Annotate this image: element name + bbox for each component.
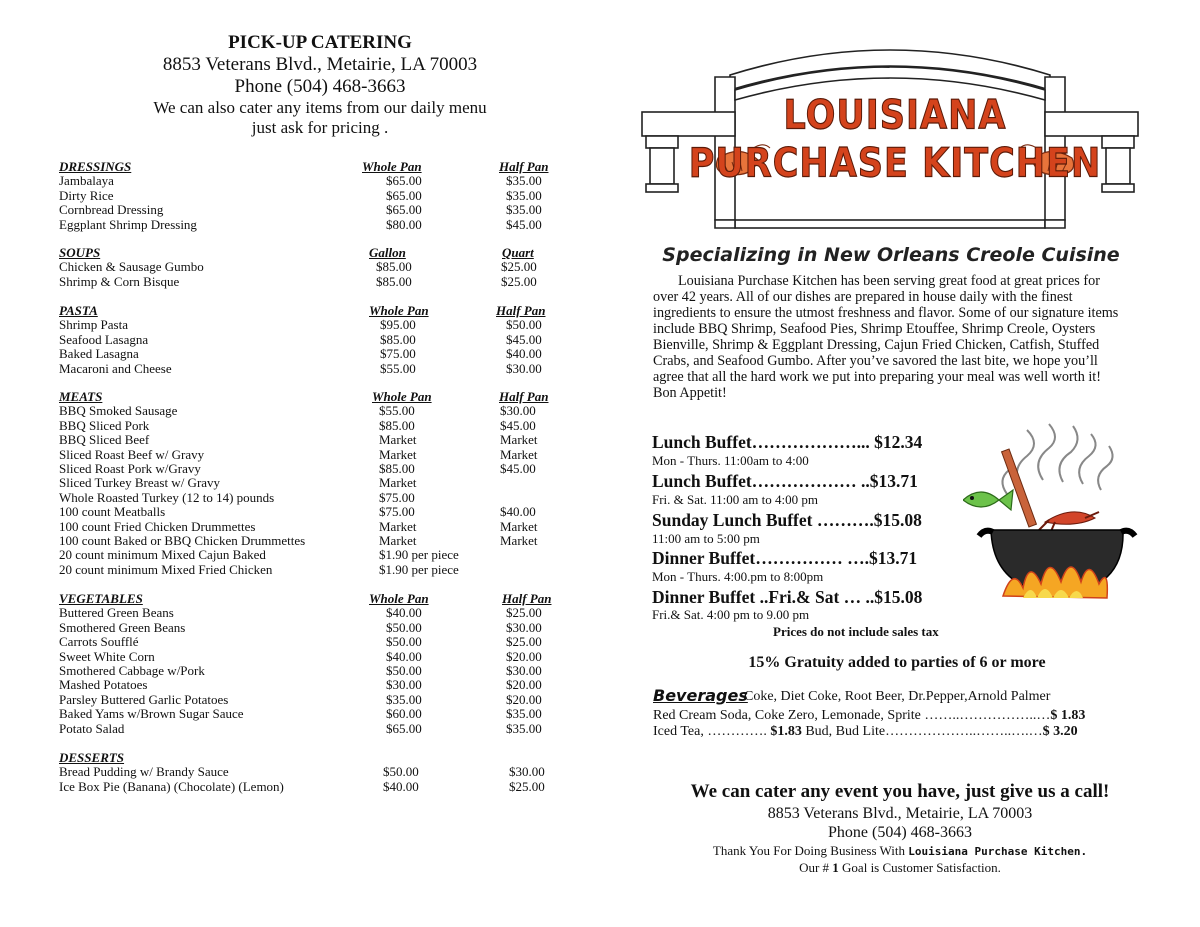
menu-item-price-1: $60.00	[386, 706, 422, 722]
menu-section-desserts	[59, 751, 579, 794]
menu-item-name: BBQ Sliced Pork	[59, 417, 150, 433]
menu-item-row	[59, 275, 579, 289]
menu-item-row	[59, 678, 579, 692]
beverage-items: Iced Tea, ………….	[653, 724, 771, 739]
menu-item-row	[59, 203, 579, 217]
menu-item-price-1: $35.00	[386, 691, 422, 707]
section-title: SOUPS	[59, 245, 101, 260]
menu-item-price-2: $35.00	[506, 202, 542, 218]
menu-item-price-2: Market	[500, 446, 538, 462]
menu-item-price-1: $75.00	[379, 489, 415, 505]
menu-item-row	[59, 621, 579, 635]
catering-note-pricing: just ask for pricing .	[251, 118, 389, 137]
buffet-hours: Fri.& Sat. 4:00 pm to 9.00 pm	[652, 607, 810, 622]
menu-item-price-2: $30.00	[506, 360, 542, 376]
menu-item-name: 20 count minimum Mixed Cajun Baked	[59, 547, 266, 563]
cater-callout: We can cater any event you have, just give us a call!	[690, 781, 1110, 802]
section-title: DRESSINGS	[59, 159, 132, 174]
menu-item-row	[59, 189, 579, 203]
menu-item-name: Shrimp & Corn Bisque	[59, 273, 180, 289]
menu-item-price-2: $35.00	[506, 706, 542, 722]
menu-item-row	[59, 780, 579, 794]
menu-item-price-1: $95.00	[380, 317, 416, 333]
restaurant-logo	[640, 30, 1150, 235]
catering-phone: Phone (504) 468-3663	[234, 76, 406, 97]
menu-item-name: Carrots Soufflé	[59, 634, 139, 650]
catering-title: PICK-UP CATERING	[228, 32, 412, 53]
footer-phone: Phone (504) 468-3663	[828, 824, 972, 841]
tagline: Specializing in New Orleans Creole Cuisine	[662, 244, 1120, 266]
menu-item-price-1: Market	[379, 446, 417, 462]
menu-item-name: BBQ Sliced Beef	[59, 432, 150, 448]
menu-item-row	[59, 448, 579, 462]
menu-item-price-1: Market	[379, 432, 417, 448]
beverage-row	[653, 724, 1078, 740]
buffet-hours: Mon - Thurs. 4:00.pm to 8:00pm	[652, 569, 824, 584]
menu-item-name: Smothered Cabbage w/Pork	[59, 662, 205, 678]
beverage-items: Red Cream Soda, Coke Zero, Lemonade, Sprite ……..……………..…	[653, 708, 1051, 723]
menu-item-name: Eggplant Shrimp Dressing	[59, 216, 197, 232]
buffet-name-price: Sunday Lunch Buffet ……….$15.08	[652, 510, 922, 530]
menu-item-price-2: $30.00	[500, 403, 536, 419]
menu-item-price-2: $45.00	[500, 460, 536, 476]
menu-item-price-2: $25.00	[509, 778, 545, 794]
menu-item-price-2: $30.00	[509, 764, 545, 780]
goal-prefix: Our #	[799, 860, 833, 875]
menu-item-row	[59, 462, 579, 476]
menu-section-meats	[59, 390, 579, 577]
column-header-1: Whole Pan	[362, 159, 422, 174]
menu-item-price-1: Market	[379, 532, 417, 548]
menu-section-soups	[59, 246, 579, 289]
menu-item-price-1: $30.00	[386, 677, 422, 693]
menu-item-row	[59, 347, 579, 361]
menu-item-price-1: $85.00	[379, 417, 415, 433]
menu-item-price-2: $50.00	[506, 317, 542, 333]
thank-you-brand: Louisiana Purchase Kitchen.	[908, 845, 1088, 858]
menu-item-price-1: Market	[379, 518, 417, 534]
crawfish-pot-icon	[963, 420, 1148, 610]
menu-section-pasta	[59, 304, 579, 376]
column-header-2: Half Pan	[499, 159, 549, 174]
menu-item-price-1: $65.00	[386, 720, 422, 736]
menu-item-price-1: $40.00	[386, 648, 422, 664]
column-header-1: Whole Pan	[369, 303, 429, 318]
menu-item-name: Baked Yams w/Brown Sugar Sauce	[59, 706, 244, 722]
menu-item-price-2: $45.00	[500, 417, 536, 433]
menu-item-price-2: $25.00	[506, 634, 542, 650]
menu-item-price-1: $85.00	[380, 331, 416, 347]
menu-item-row	[59, 722, 579, 736]
menu-item-row	[59, 505, 579, 519]
beverage-row	[653, 708, 1085, 724]
tax-note: Prices do not include sales tax	[773, 624, 939, 639]
menu-item-name: Dirty Rice	[59, 187, 114, 203]
menu-item-name: Sliced Roast Beef w/ Gravy	[59, 446, 205, 462]
menu-item-price-1: $1.90 per piece	[379, 547, 459, 563]
section-header	[59, 160, 579, 174]
menu-item-row	[59, 476, 579, 490]
menu-item-price-1: $40.00	[383, 778, 419, 794]
menu-item-price-2: $25.00	[501, 273, 537, 289]
menu-item-price-2: $25.00	[501, 259, 537, 275]
menu-item-price-2: $25.00	[506, 605, 542, 621]
menu-item-price-1: $85.00	[376, 259, 412, 275]
menu-section-vegetables	[59, 592, 579, 736]
menu-item-name: Macaroni and Cheese	[59, 360, 172, 376]
menu-item-price-2: $40.00	[506, 346, 542, 362]
menu-item-price-2: $20.00	[506, 648, 542, 664]
column-header-2: Quart	[502, 245, 534, 260]
menu-item-price-1: $75.00	[379, 504, 415, 520]
menu-item-name: Baked Lasagna	[59, 346, 139, 362]
menu-item-price-2: $35.00	[506, 173, 542, 189]
menu-item-price-2: $30.00	[506, 619, 542, 635]
menu-item-row	[59, 404, 579, 418]
menu-item-price-1: $65.00	[386, 187, 422, 203]
menu-item-name: 100 count Baked or BBQ Chicken Drummettes	[59, 532, 306, 548]
menu-item-price-1: $1.90 per piece	[379, 561, 459, 577]
buffet-hours: 11:00 am to 5:00 pm	[652, 531, 760, 546]
menu-item-price-1: $50.00	[386, 634, 422, 650]
menu-item-price-1: $55.00	[379, 403, 415, 419]
menu-item-name: Cornbread Dressing	[59, 202, 164, 218]
menu-item-row	[59, 433, 579, 447]
menu-item-name: Potato Salad	[59, 720, 125, 736]
thank-you-text: Thank You For Doing Business With	[712, 843, 909, 858]
goal-note	[640, 860, 1160, 876]
menu-item-row	[59, 650, 579, 664]
menu-item-price-2: $35.00	[506, 720, 542, 736]
beverage-items: Bud, Bud Lite………………..……..….…	[801, 724, 1043, 739]
menu-item-name: Shrimp Pasta	[59, 317, 128, 333]
menu-item-name: Whole Roasted Turkey (12 to 14) pounds	[59, 489, 275, 505]
catering-address: 8853 Veterans Blvd., Metairie, LA 70003	[162, 54, 478, 75]
menu-item-price-1: $85.00	[379, 460, 415, 476]
menu-item-row	[59, 664, 579, 678]
menu-item-price-2: Market	[500, 532, 538, 548]
menu-item-name: Chicken & Sausage Gumbo	[59, 259, 204, 275]
menu-item-row	[59, 491, 579, 505]
menu-item-row	[59, 174, 579, 188]
menu-item-row	[59, 260, 579, 274]
menu-item-row	[59, 362, 579, 376]
thank-you-note	[640, 843, 1160, 859]
menu-item-row	[59, 548, 579, 562]
catering-note: We can also cater any items from our daily menu	[153, 98, 487, 117]
column-header-2: Half Pan	[496, 303, 546, 318]
menu-item-name: Buttered Green Beans	[59, 605, 174, 621]
menu-item-price-2: $40.00	[500, 504, 536, 520]
menu-item-price-1: $55.00	[380, 360, 416, 376]
column-header-1: Whole Pan	[369, 591, 429, 606]
restaurant-info	[640, 0, 1200, 927]
buffet-name-price: Lunch Buffet……………… ..$13.71	[652, 471, 918, 491]
menu-item-price-1: $40.00	[386, 605, 422, 621]
section-header	[59, 390, 579, 404]
menu-item-name: 100 count Fried Chicken Drummettes	[59, 518, 256, 534]
menu-item-row	[59, 218, 579, 232]
menu-item-price-2: $20.00	[506, 677, 542, 693]
menu-item-row	[59, 707, 579, 721]
menu-item-price-1: $50.00	[386, 619, 422, 635]
menu-item-row	[59, 693, 579, 707]
menu-item-price-1: $65.00	[386, 202, 422, 218]
beverages-list: Coke, Diet Coke, Root Beer, Dr.Pepper,Arnold Palmer	[744, 689, 1051, 704]
goal-suffix: Goal is Customer Satisfaction.	[838, 860, 1001, 875]
goal-number: 1	[832, 860, 839, 875]
menu-item-price-2: Market	[500, 518, 538, 534]
menu-item-name: Smothered Green Beans	[59, 619, 186, 635]
menu-item-name: Bread Pudding w/ Brandy Sauce	[59, 764, 229, 780]
menu-item-price-2: $30.00	[506, 662, 542, 678]
menu-item-name: Jambalaya	[59, 173, 114, 189]
menu-item-price-2: $20.00	[506, 691, 542, 707]
buffet-name-price: Dinner Buffet…………… ….$13.71	[652, 548, 918, 568]
beverage-price: $ 1.83	[1050, 708, 1086, 723]
menu-item-row	[59, 318, 579, 332]
menu-item-price-1: $50.00	[386, 662, 422, 678]
section-title: VEGETABLES	[59, 591, 143, 606]
menu-item-row	[59, 635, 579, 649]
menu-item-price-1: $50.00	[383, 764, 419, 780]
intro-paragraph: Louisiana Purchase Kitchen has been serving great food at great prices for over 42 years. All of our dishes are prepared in house daily with the finest ingredients to ensure the utmost freshness and flavor. Some of our signature items include BBQ Shrimp, Seafood Pies, Shrimp Etouffee, Shrimp Creole, Oysters Bienville, Shrimp & Eggplant Dressing, Cajun Fried Chicken, Catfish, Stuffed Crabs, and Seafood Gumbo. After you’ve savored the last bite, we hope you’ll agree that all the hard work we put into preparing your meal was well worth it! Bon Appetit!	[653, 273, 1119, 401]
menu-item-row	[59, 563, 579, 577]
column-header-2: Half Pan	[502, 591, 552, 606]
menu-item-price-1: $80.00	[386, 216, 422, 232]
beverage-price: $ 3.20	[1042, 724, 1078, 739]
menu-item-name: Sliced Roast Pork w/Gravy	[59, 460, 201, 476]
menu-item-price-1: Market	[379, 475, 417, 491]
menu-item-price-1: $75.00	[380, 346, 416, 362]
section-title: DESSERTS	[59, 750, 125, 765]
column-header-2: Half Pan	[499, 389, 549, 404]
menu-item-row	[59, 419, 579, 433]
buffet-hours: Mon - Thurs. 11:00am to 4:00	[652, 453, 809, 468]
column-header-1: Gallon	[369, 245, 406, 260]
gratuity-note: 15% Gratuity added to parties of 6 or more	[748, 654, 1046, 671]
menu-item-price-2: $45.00	[506, 216, 542, 232]
menu-item-name: Mashed Potatoes	[59, 677, 148, 693]
menu-item-name: Sweet White Corn	[59, 648, 155, 664]
buffet-name-price: Lunch Buffet………………... $12.34	[652, 432, 923, 452]
menu-item-price-1: $65.00	[386, 173, 422, 189]
footer-address: 8853 Veterans Blvd., Metairie, LA 70003	[767, 805, 1033, 822]
menu-item-row	[59, 520, 579, 534]
menu-item-price-2: $35.00	[506, 187, 542, 203]
section-header	[59, 751, 579, 765]
menu-item-row	[59, 333, 579, 347]
menu-item-price-2: Market	[500, 432, 538, 448]
buffet-name-price: Dinner Buffet ..Fri.& Sat … ..$15.08	[652, 587, 923, 607]
menu-section-dressings	[59, 160, 579, 232]
section-title: MEATS	[59, 389, 103, 404]
section-header	[59, 304, 579, 318]
logo-line-1: LOUISIANA	[783, 93, 1007, 139]
beverage-price: $1.83	[770, 724, 802, 739]
menu-item-name: 20 count minimum Mixed Fried Chicken	[59, 561, 273, 577]
menu-item-row	[59, 606, 579, 620]
beverages-title: Beverages	[653, 686, 748, 705]
menu-item-name: Seafood Lasagna	[59, 331, 149, 347]
menu-item-name: Sliced Turkey Breast w/ Gravy	[59, 475, 221, 491]
menu-item-name: BBQ Smoked Sausage	[59, 403, 178, 419]
menu-item-price-1: $85.00	[376, 273, 412, 289]
menu-item-name: 100 count Meatballs	[59, 504, 166, 520]
section-header	[59, 592, 579, 606]
section-header	[59, 246, 579, 260]
menu-item-name: Ice Box Pie (Banana) (Chocolate) (Lemon)	[59, 778, 284, 794]
logo-line-2: PURCHASE KITCHEN	[688, 141, 1102, 187]
section-title: PASTA	[59, 303, 98, 318]
menu-item-row	[59, 765, 579, 779]
menu-item-price-2: $45.00	[506, 331, 542, 347]
buffet-hours: Fri. & Sat. 11:00 am to 4:00 pm	[652, 492, 818, 507]
menu-item-name: Parsley Buttered Garlic Potatoes	[59, 691, 229, 707]
column-header-1: Whole Pan	[372, 389, 432, 404]
menu-item-row	[59, 534, 579, 548]
